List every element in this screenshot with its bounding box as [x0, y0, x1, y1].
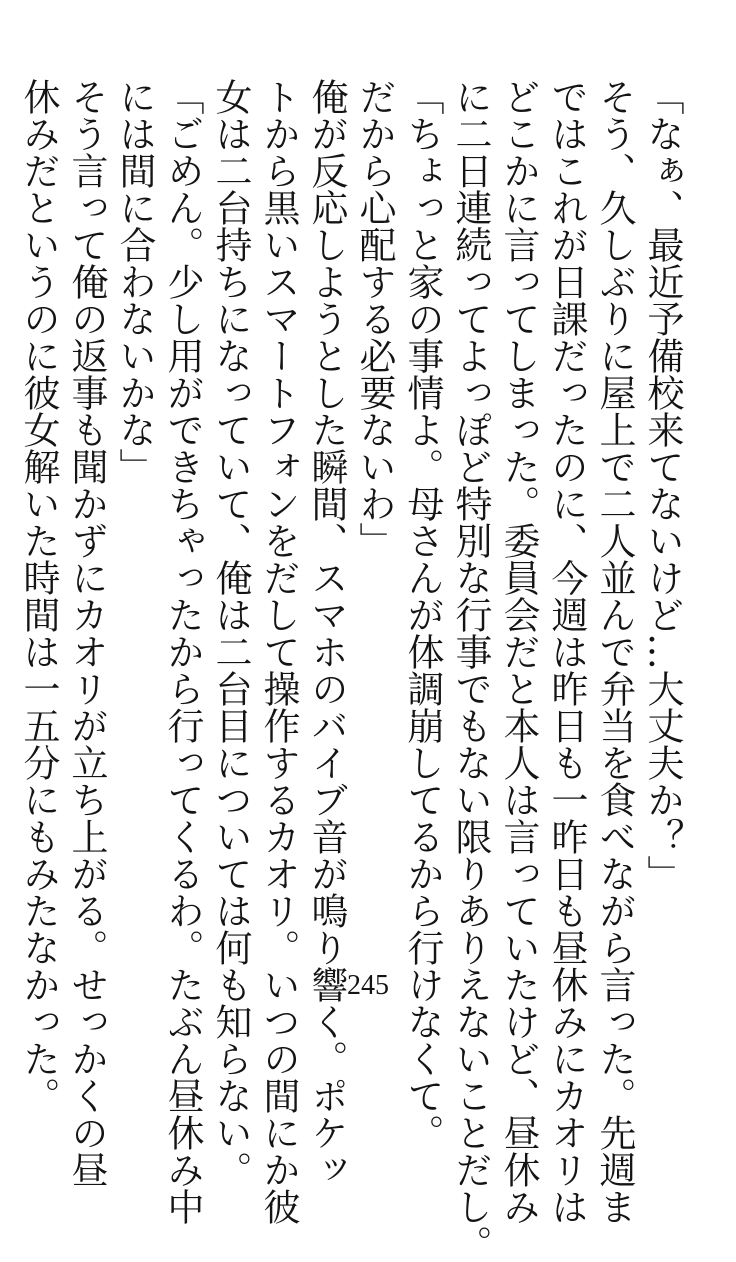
text-line: だから心配する必要ないわ」: [353, 78, 396, 559]
text-line: 俺が反応しようとした瞬間、スマホのバイブ音が鳴り響く。ポケッ: [305, 78, 348, 1188]
text-line: ではこれが日課だったのに、今週は昨日も一昨日も昼休みにカオリは: [545, 78, 588, 1225]
text-line: そう、久しぶりに屋上で二人並んで弁当を食べながら言った。先週ま: [593, 78, 636, 1225]
text-line: そう言って俺の返事も聞かずにカオリが立ち上がる。せっかくの昼: [65, 78, 108, 1188]
text-line: 「ごめん。少し用ができちゃったから行ってくるわ。たぶん昼休み中: [161, 78, 204, 1225]
text-line: どこかに言ってしまった。委員会だと本人は言っていたけど、昼休み: [497, 78, 540, 1225]
text-line: に二日連続ってよっぽど特別な行事でもない限りありえないことだし。: [449, 78, 492, 1262]
text-line: 「なぁ、最近予備校来てないけど…大丈夫か？」: [641, 78, 684, 892]
text-line: 休みだというのに彼女解いた時間は一五分にもみたなかった。: [17, 78, 60, 1114]
page-number: 245: [347, 970, 389, 1001]
text-line: 女は二台持ちになっていて、俺は二台目については何も知らない。: [209, 78, 252, 1188]
text-line: 「ちょっと家の事情よ。母さんが体調崩してるから行けなくて。: [401, 78, 444, 1151]
text-line: には間に合わないかな」: [113, 78, 156, 485]
text-line: トから黒いスマートフォンをだして操作するカオリ。いつの間にか彼: [257, 78, 300, 1225]
